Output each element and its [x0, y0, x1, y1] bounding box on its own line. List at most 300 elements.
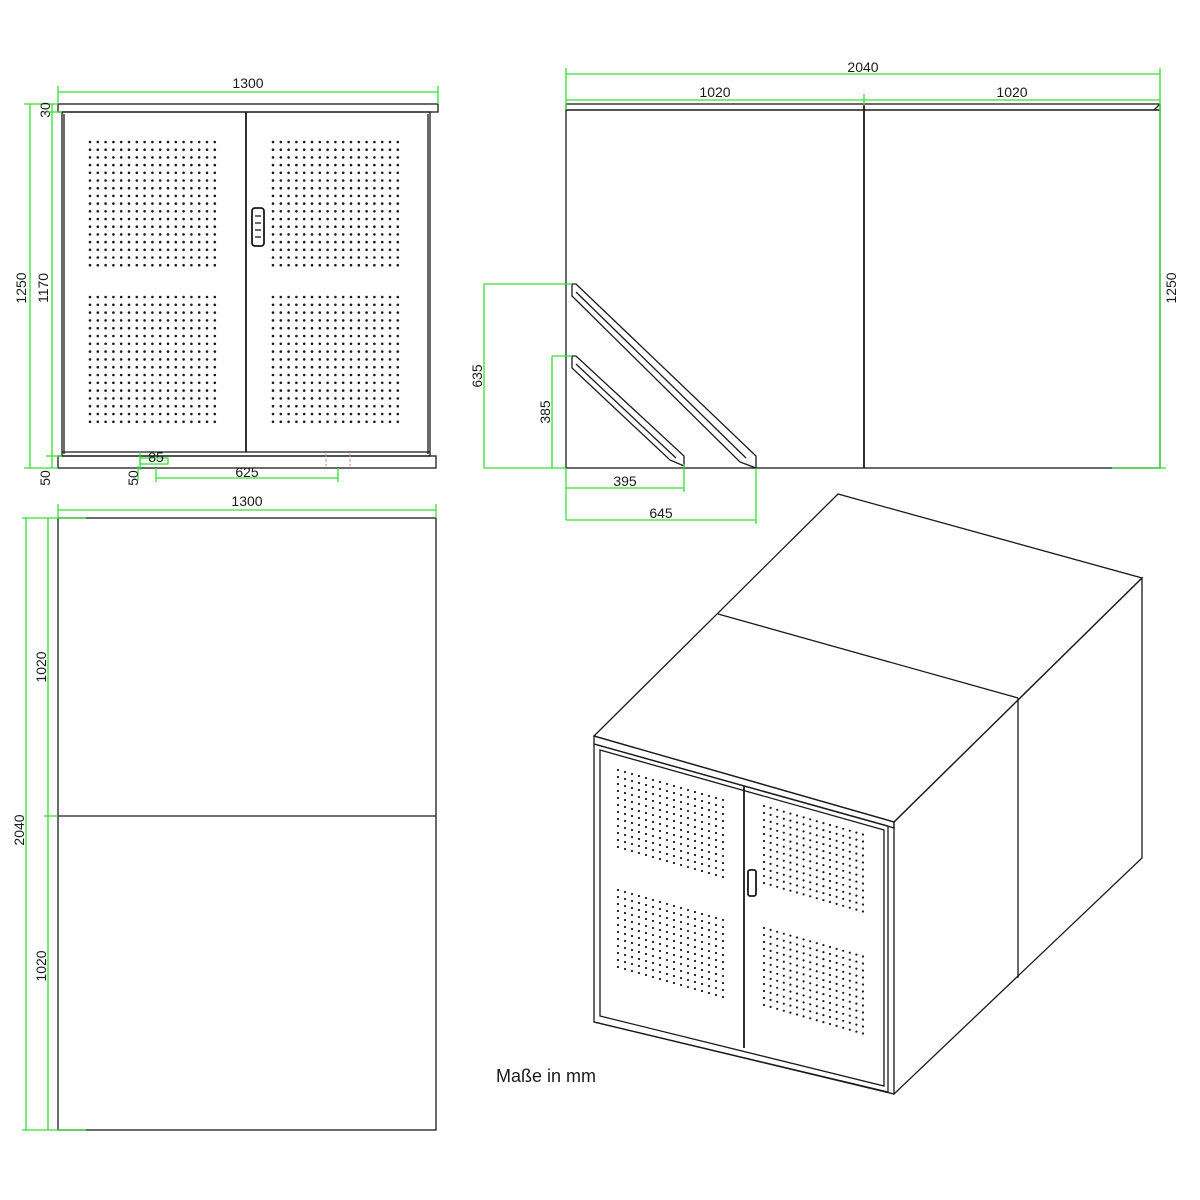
perforation-hole	[128, 256, 131, 259]
perforation-hole	[159, 187, 162, 190]
perforation-hole	[638, 923, 640, 925]
perforation-hole	[198, 218, 201, 221]
perforation-hole	[666, 931, 668, 933]
perforation-hole	[803, 830, 805, 832]
perforation-hole	[214, 164, 217, 167]
perforation-hole	[120, 225, 123, 228]
perforation-hole	[167, 249, 170, 252]
perforation-hole	[373, 264, 376, 267]
perforation-hole	[334, 397, 337, 400]
perforation-hole	[143, 397, 146, 400]
perforation-hole	[397, 148, 400, 151]
perforation-hole	[687, 972, 689, 974]
perforation-hole	[280, 319, 283, 322]
perforation-hole	[303, 249, 306, 252]
perforation-hole	[190, 164, 193, 167]
perforation-hole	[272, 397, 275, 400]
perforation-hole	[715, 811, 717, 813]
perforation-hole	[365, 141, 368, 144]
perforation-hole	[319, 256, 322, 259]
perforation-hole	[373, 319, 376, 322]
perforation-hole	[687, 824, 689, 826]
perforation-hole	[350, 304, 353, 307]
perforation-hole	[638, 810, 640, 812]
perforation-hole	[381, 304, 384, 307]
perforation-hole	[319, 179, 322, 182]
perforation-hole	[280, 413, 283, 416]
perforation-hole	[167, 343, 170, 346]
perforation-hole	[342, 343, 345, 346]
perforation-hole	[214, 249, 217, 252]
perforation-hole	[120, 264, 123, 267]
perforation-hole	[136, 179, 139, 182]
perforation-hole	[311, 319, 314, 322]
perforation-hole	[617, 783, 619, 785]
perforation-hole	[373, 296, 376, 299]
perforation-hole	[159, 249, 162, 252]
perforation-hole	[112, 218, 115, 221]
perforation-hole	[624, 933, 626, 935]
perforation-hole	[350, 296, 353, 299]
perforation-hole	[373, 202, 376, 205]
perforation-hole	[104, 382, 107, 385]
perforation-hole	[89, 172, 92, 175]
perforation-hole	[666, 811, 668, 813]
perforation-hole	[645, 798, 647, 800]
perforation-hole	[389, 421, 392, 424]
perforation-hole	[638, 796, 640, 798]
perforation-hole	[159, 397, 162, 400]
perforation-hole	[295, 389, 298, 392]
perforation-hole	[822, 944, 824, 946]
perforation-hole	[89, 389, 92, 392]
perforation-hole	[319, 366, 322, 369]
perforation-hole	[214, 233, 217, 236]
perforation-hole	[645, 967, 647, 969]
perforation-hole	[190, 202, 193, 205]
perforation-hole	[358, 179, 361, 182]
front-total-height-label: 1250	[13, 272, 29, 304]
perforation-hole	[381, 343, 384, 346]
perforation-hole	[659, 929, 661, 931]
perforation-hole	[120, 202, 123, 205]
perforation-hole	[822, 836, 824, 838]
perforation-hole	[206, 358, 209, 361]
perforation-hole	[397, 397, 400, 400]
perforation-hole	[855, 968, 857, 970]
side-body	[566, 110, 1160, 468]
perforation-hole	[358, 249, 361, 252]
perforation-hole	[638, 944, 640, 946]
perforation-hole	[175, 389, 178, 392]
perforation-hole	[829, 838, 831, 840]
perforation-hole	[708, 830, 710, 832]
perforation-hole	[617, 910, 619, 912]
perforation-hole	[701, 849, 703, 851]
perforation-hole	[303, 187, 306, 190]
perforation-hole	[295, 195, 298, 198]
perforation-hole	[645, 918, 647, 920]
perforation-hole	[855, 1010, 857, 1012]
perforation-hole	[770, 807, 772, 809]
front-foot-spacing-label: 625	[235, 464, 259, 480]
perforation-hole	[280, 202, 283, 205]
perforation-hole	[381, 148, 384, 151]
perforation-hole	[687, 965, 689, 967]
perforation-hole	[836, 948, 838, 950]
perforation-hole	[701, 927, 703, 929]
perforation-hole	[816, 834, 818, 836]
perforation-hole	[128, 374, 131, 377]
perforation-hole	[143, 233, 146, 236]
perforation-hole	[809, 881, 811, 883]
perforation-hole	[303, 179, 306, 182]
perforation-hole	[652, 941, 654, 943]
perforation-hole	[136, 319, 139, 322]
perforation-hole	[829, 866, 831, 868]
perforation-hole	[303, 233, 306, 236]
perforation-hole	[175, 249, 178, 252]
perforation-hole	[829, 1023, 831, 1025]
perforation-hole	[722, 940, 724, 942]
perforation-hole	[381, 225, 384, 228]
perforation-hole	[842, 1013, 844, 1015]
top-width-label: 1300	[231, 493, 263, 509]
perforation-hole	[198, 296, 201, 299]
perforation-hole	[89, 187, 92, 190]
perforation-hole	[722, 862, 724, 864]
perforation-hole	[112, 382, 115, 385]
perforation-hole	[855, 909, 857, 911]
perforation-hole	[104, 156, 107, 159]
perforation-hole	[104, 264, 107, 267]
perforation-hole	[694, 854, 696, 856]
perforation-hole	[694, 805, 696, 807]
perforation-hole	[214, 202, 217, 205]
perforation-hole	[783, 968, 785, 970]
perforation-hole	[326, 210, 329, 213]
perforation-hole	[365, 241, 368, 244]
perforation-hole	[143, 210, 146, 213]
perforation-hole	[159, 382, 162, 385]
perforation-hole	[334, 241, 337, 244]
perforation-hole	[175, 241, 178, 244]
perforation-hole	[763, 962, 765, 964]
perforation-hole	[326, 335, 329, 338]
perforation-hole	[175, 350, 178, 353]
perforation-hole	[365, 172, 368, 175]
perforation-hole	[295, 311, 298, 314]
perforation-hole	[631, 822, 633, 824]
perforation-hole	[198, 172, 201, 175]
perforation-hole	[89, 350, 92, 353]
perforation-hole	[190, 249, 193, 252]
perforation-hole	[342, 382, 345, 385]
perforation-hole	[311, 225, 314, 228]
perforation-hole	[334, 256, 337, 259]
perforation-hole	[167, 225, 170, 228]
perforation-hole	[701, 948, 703, 950]
perforation-hole	[645, 812, 647, 814]
iso-top-split	[718, 614, 1018, 698]
perforation-hole	[397, 187, 400, 190]
perforation-hole	[167, 319, 170, 322]
perforation-hole	[175, 382, 178, 385]
perforation-hole	[803, 893, 805, 895]
perforation-hole	[358, 319, 361, 322]
perforation-hole	[167, 164, 170, 167]
perforation-hole	[206, 382, 209, 385]
perforation-hole	[722, 848, 724, 850]
perforation-hole	[334, 179, 337, 182]
perforation-hole	[829, 967, 831, 969]
perforation-hole	[326, 413, 329, 416]
perforation-hole	[763, 875, 765, 877]
perforation-hole	[120, 195, 123, 198]
perforation-hole	[789, 848, 791, 850]
perforation-hole	[151, 382, 154, 385]
perforation-hole	[652, 906, 654, 908]
perforation-hole	[167, 405, 170, 408]
perforation-hole	[112, 421, 115, 424]
perforation-hole	[666, 790, 668, 792]
perforation-hole	[631, 963, 633, 965]
perforation-hole	[849, 1022, 851, 1024]
perforation-hole	[272, 335, 275, 338]
perforation-hole	[373, 156, 376, 159]
perforation-hole	[206, 366, 209, 369]
perforation-hole	[214, 218, 217, 221]
perforation-hole	[652, 920, 654, 922]
perforation-hole	[311, 156, 314, 159]
perforation-hole	[822, 986, 824, 988]
perforation-hole	[829, 880, 831, 882]
perforation-hole	[104, 350, 107, 353]
perforation-hole	[862, 1025, 864, 1027]
perforation-hole	[120, 141, 123, 144]
perforation-hole	[365, 179, 368, 182]
perforation-hole	[120, 172, 123, 175]
perforation-hole	[190, 218, 193, 221]
perforation-hole	[789, 820, 791, 822]
perforation-hole	[373, 256, 376, 259]
perforation-hole	[722, 996, 724, 998]
perforation-hole	[334, 156, 337, 159]
perforation-hole	[763, 955, 765, 957]
perforation-hole	[365, 374, 368, 377]
perforation-hole	[190, 358, 193, 361]
perforation-hole	[680, 794, 682, 796]
perforation-hole	[617, 825, 619, 827]
perforation-hole	[763, 868, 765, 870]
perforation-hole	[120, 256, 123, 259]
perforation-hole	[666, 910, 668, 912]
perforation-hole	[638, 817, 640, 819]
perforation-hole	[803, 816, 805, 818]
perforation-hole	[182, 256, 185, 259]
perforation-hole	[809, 860, 811, 862]
perforation-hole	[849, 886, 851, 888]
perforation-hole	[836, 847, 838, 849]
perforation-hole	[136, 249, 139, 252]
perforation-hole	[652, 962, 654, 964]
perforation-hole	[836, 1018, 838, 1020]
perforation-hole	[143, 327, 146, 330]
perforation-hole	[159, 256, 162, 259]
perforation-hole	[182, 389, 185, 392]
perforation-hole	[722, 820, 724, 822]
perforation-hole	[334, 304, 337, 307]
perforation-hole	[120, 327, 123, 330]
front-body-height-label: 1170	[35, 272, 51, 304]
perforation-hole	[214, 389, 217, 392]
perforation-hole	[303, 225, 306, 228]
perforation-hole	[673, 982, 675, 984]
perforation-hole	[206, 389, 209, 392]
perforation-hole	[287, 382, 290, 385]
perforation-hole	[303, 397, 306, 400]
perforation-hole	[182, 382, 185, 385]
side-total-depth-label: 2040	[847, 59, 879, 75]
perforation-hole	[631, 836, 633, 838]
perforation-hole	[694, 791, 696, 793]
perforation-hole	[175, 304, 178, 307]
perforation-hole	[645, 784, 647, 786]
perforation-hole	[342, 164, 345, 167]
perforation-hole	[631, 829, 633, 831]
perforation-hole	[631, 928, 633, 930]
perforation-hole	[708, 943, 710, 945]
perforation-hole	[190, 374, 193, 377]
perforation-hole	[190, 366, 193, 369]
perforation-hole	[862, 882, 864, 884]
perforation-hole	[809, 940, 811, 942]
perforation-hole	[303, 405, 306, 408]
isometric-view	[594, 494, 1142, 1094]
perforation-hole	[389, 195, 392, 198]
perforation-hole	[303, 311, 306, 314]
perforation-hole	[666, 804, 668, 806]
perforation-hole	[803, 966, 805, 968]
perforation-hole	[112, 233, 115, 236]
perforation-hole	[783, 947, 785, 949]
perforation-hole	[104, 343, 107, 346]
perforation-hole	[836, 903, 838, 905]
perforation-hole	[358, 256, 361, 259]
perforation-hole	[128, 304, 131, 307]
perforation-hole	[334, 218, 337, 221]
perforation-hole	[770, 870, 772, 872]
perforation-hole	[381, 350, 384, 353]
perforation-hole	[159, 311, 162, 314]
perforation-hole	[770, 929, 772, 931]
perforation-hole	[397, 405, 400, 408]
perforation-hole	[631, 956, 633, 958]
perforation-hole	[287, 164, 290, 167]
perforation-hole	[104, 249, 107, 252]
perforation-hole	[206, 256, 209, 259]
perforation-hole	[151, 179, 154, 182]
perforation-hole	[319, 156, 322, 159]
perforation-hole	[809, 839, 811, 841]
perforation-hole	[272, 241, 275, 244]
perforation-hole	[104, 335, 107, 338]
perforation-hole	[680, 949, 682, 951]
perforation-hole	[303, 335, 306, 338]
perforation-hole	[397, 141, 400, 144]
perforation-hole	[822, 857, 824, 859]
perforation-hole	[373, 327, 376, 330]
perforation-hole	[722, 947, 724, 949]
perforation-hole	[638, 775, 640, 777]
perforation-hole	[97, 187, 100, 190]
perforation-hole	[659, 788, 661, 790]
perforation-hole	[295, 304, 298, 307]
perforation-hole	[104, 358, 107, 361]
perforation-hole	[311, 311, 314, 314]
perforation-hole	[167, 202, 170, 205]
perforation-hole	[128, 327, 131, 330]
perforation-hole	[836, 1011, 838, 1013]
perforation-hole	[287, 233, 290, 236]
perforation-hole	[829, 845, 831, 847]
perforation-hole	[687, 986, 689, 988]
perforation-hole	[783, 839, 785, 841]
perforation-hole	[159, 358, 162, 361]
perforation-hole	[829, 1016, 831, 1018]
perforation-hole	[89, 249, 92, 252]
perforation-hole	[842, 863, 844, 865]
perforation-hole	[836, 997, 838, 999]
perforation-hole	[631, 970, 633, 972]
perforation-hole	[151, 335, 154, 338]
perforation-hole	[287, 413, 290, 416]
perforation-hole	[365, 327, 368, 330]
perforation-hole	[816, 970, 818, 972]
perforation-hole	[666, 839, 668, 841]
perforation-hole	[701, 976, 703, 978]
perforation-hole	[159, 172, 162, 175]
perforation-hole	[645, 974, 647, 976]
perforation-hole	[182, 350, 185, 353]
perforation-hole	[206, 164, 209, 167]
perforation-hole	[638, 902, 640, 904]
perforation-hole	[214, 311, 217, 314]
perforation-hole	[389, 249, 392, 252]
perforation-hole	[849, 879, 851, 881]
perforation-hole	[214, 148, 217, 151]
perforation-hole	[182, 304, 185, 307]
perforation-hole	[862, 889, 864, 891]
perforation-hole	[303, 374, 306, 377]
perforation-hole	[175, 202, 178, 205]
perforation-hole	[303, 164, 306, 167]
perforation-hole	[190, 311, 193, 314]
perforation-hole	[381, 389, 384, 392]
perforation-hole	[89, 202, 92, 205]
perforation-hole	[206, 225, 209, 228]
perforation-hole	[389, 210, 392, 213]
perforation-hole	[770, 814, 772, 816]
perforation-hole	[295, 179, 298, 182]
perforation-hole	[143, 202, 146, 205]
perforation-hole	[763, 854, 765, 856]
perforation-hole	[128, 225, 131, 228]
perforation-hole	[809, 954, 811, 956]
perforation-hole	[770, 863, 772, 865]
perforation-hole	[617, 818, 619, 820]
perforation-hole	[770, 828, 772, 830]
